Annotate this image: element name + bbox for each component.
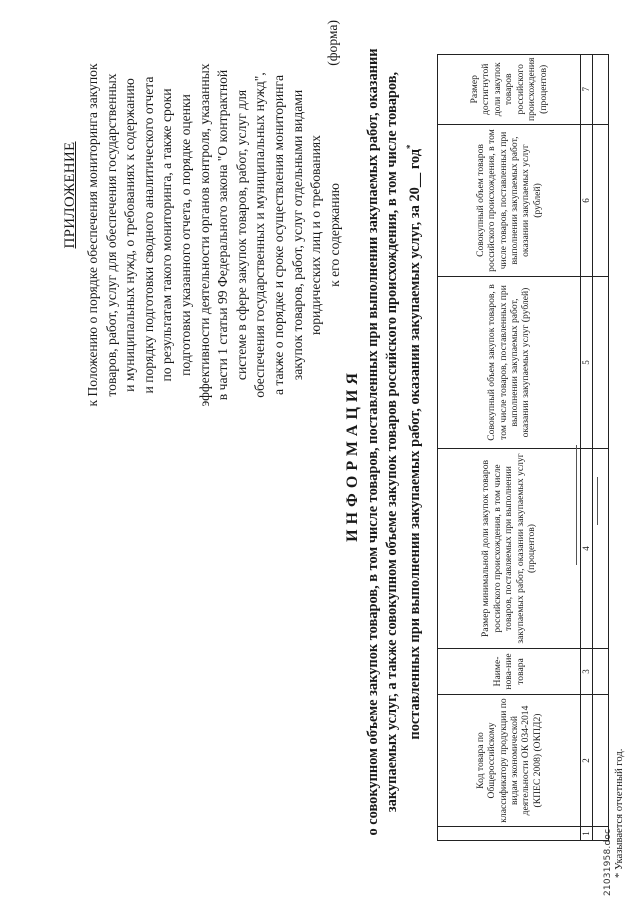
appendix-line: товаров, работ, услуг для обеспечения государственных — [103, 73, 119, 397]
subheading-line — [401, 47, 424, 837]
column-number: 6 — [581, 125, 593, 277]
header-cell: Совокупный объем товаров российского происхождения, в том числе товаров, поставленных при выполнении закупаемых работ, оказании закупаемых услуг (рублей) — [438, 125, 581, 277]
form-label: (форма) — [325, 20, 340, 66]
appendix-text — [84, 35, 344, 435]
appendix-line: к его содержанию — [326, 183, 342, 287]
table-row — [593, 54, 609, 840]
appendix-line: в части 1 статьи 99 Федерального закона "О контрактной — [215, 69, 231, 401]
appendix-line: юридических лиц и о требованиях — [308, 135, 324, 335]
footnote-mark: * — [405, 144, 415, 149]
table-cell — [593, 277, 609, 449]
subheading-line-text: поставленных при выполнении закупаемых работ, оказании закупаемых услуг, за 20__ год — [406, 148, 423, 740]
appendix-line: а также о порядке и сроке осуществления мониторинга — [270, 74, 286, 396]
appendix-line: обеспечения государственных и муниципальных нужд", — [252, 72, 268, 398]
column-number: 2 — [581, 695, 593, 827]
appendix-line: системе в сфере закупок товаров, работ, услуг для — [233, 89, 249, 381]
file-label: 21031958.doc — [603, 828, 613, 896]
subheading-line: о совокупном объеме закупок товаров, в том числе товаров, поставленных при выполнении закупаемых работ, оказании — [365, 48, 381, 836]
appendix-title: ПРИЛОЖЕНИЕ — [62, 141, 78, 249]
appendix-line: подготовки указанного отчета, о порядке оценки — [177, 94, 193, 376]
header-cell: Размер минимальной доли закупок товаров российского происхождения, в том числе товаров, поставляемых при выполнении закупаемых работ, оказании закупаемых услуг (процентов) — [438, 449, 581, 649]
table-cell — [593, 449, 609, 649]
table-cell — [593, 827, 609, 841]
header-cell: Наиме-нова-ние товара — [438, 649, 581, 695]
appendix-line: и муниципальных нужд, о требованиях к содержанию — [122, 78, 138, 392]
table-cell — [593, 54, 609, 124]
appendix-line: эффективности деятельности органов контроля, указанных — [196, 63, 212, 407]
document-heading: ИНФОРМАЦИЯ — [344, 368, 361, 542]
footnote-rule — [597, 477, 598, 525]
column-number: 1 — [581, 827, 593, 841]
table-cell — [593, 695, 609, 827]
column-number: 5 — [581, 277, 593, 449]
table-cell — [593, 649, 609, 695]
header-cell — [438, 827, 581, 841]
table-cell — [593, 125, 609, 277]
column-number-row — [581, 54, 593, 840]
column-number: 3 — [581, 649, 593, 695]
subheading-line: закупаемых услуг, а также совокупном объеме закупок товаров российского происхождения, в том числе товаров, — [383, 71, 400, 813]
footnote: * Указывается отчетный год. — [614, 748, 625, 878]
document-subheading — [364, 47, 424, 837]
header-cell: Код товара по Общероссийскому классификатору продукции по видам экономической деятельности ОК 034-2014 (КПЕС 2008) (ОКПД2) — [438, 695, 581, 827]
header-cell: Совокупный объем закупок товаров, в том числе товаров, поставленных при выполнении закупаемых работ, оказании закупаемых услуг (рублей) — [438, 277, 581, 449]
column-number: 4 — [581, 449, 593, 649]
header-cell: Размер достигнутой доли закупок товаров российского происхождения (процентов) — [438, 54, 581, 124]
appendix-line: закупок товаров, работ, услуг отдельными видами — [289, 89, 305, 381]
divider-line — [576, 445, 577, 565]
column-number: 7 — [581, 54, 593, 124]
appendix-line: к Положению о порядке обеспечения мониторинга закупок — [85, 63, 100, 407]
report-table — [437, 54, 609, 841]
appendix-line: по результатам такого мониторинга, а также сроки — [159, 88, 175, 382]
table-header-row — [438, 54, 581, 840]
appendix-line: и порядку подготовки сводного аналитического отчета — [140, 76, 156, 394]
